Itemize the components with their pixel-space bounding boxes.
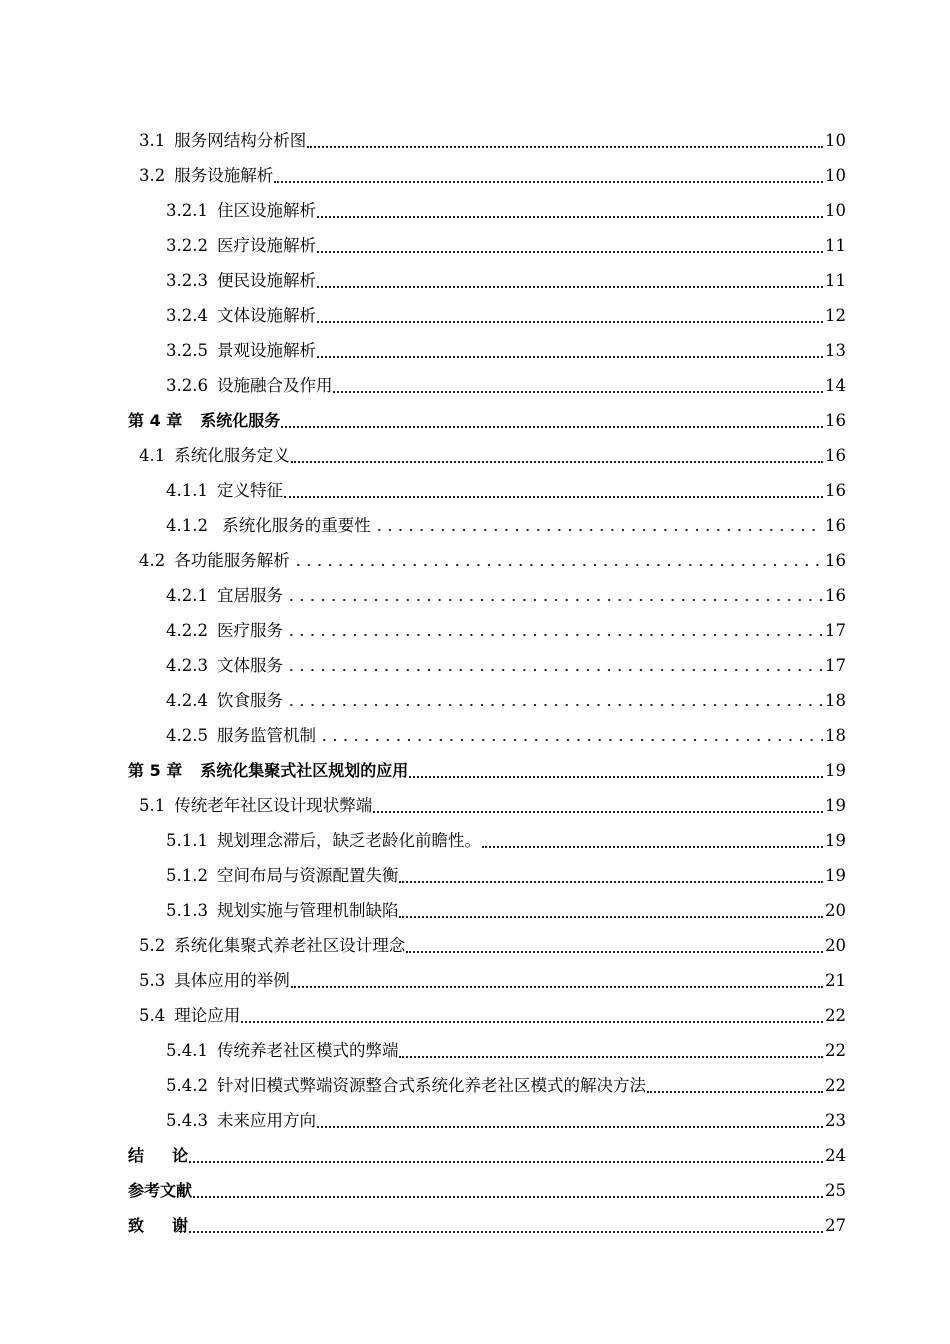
toc-entry-title: 具体应用的举例 [174, 971, 290, 990]
toc-entry-number: 3.2 [139, 166, 166, 185]
toc-entry-label [139, 998, 240, 1033]
toc-entry-5-1-2[interactable] [0, 858, 950, 893]
toc-entry-number: 4.2.4 [166, 691, 208, 710]
toc-page-number: 18 [825, 691, 846, 710]
toc-page-number: 12 [825, 306, 846, 325]
toc-entry-3-2-4[interactable] [0, 298, 950, 333]
toc-entry-title: 医疗服务 [216, 621, 283, 640]
dot-leader [284, 668, 823, 672]
dot-leader [399, 1055, 823, 1058]
toc-entry-number: 4.2.1 [166, 586, 208, 605]
toc-entry-4-2-5[interactable] [0, 718, 950, 753]
toc-entry-4-1-1[interactable] [0, 473, 950, 508]
toc-page-number: 13 [825, 341, 846, 360]
toc-page-number: 25 [825, 1181, 846, 1200]
toc-entry-4-2-4[interactable] [0, 683, 950, 718]
dot-leader [307, 145, 823, 148]
toc-entry-title: 系统化集聚式社区规划的应用 [200, 761, 409, 780]
toc-entry-label [166, 1033, 398, 1068]
toc-entry-number: 第 5 章 [128, 761, 183, 780]
toc-entry-3-2-5[interactable] [0, 333, 950, 368]
toc-entry-title: 宜居服务 [216, 586, 283, 605]
toc-entry-label [166, 333, 316, 368]
toc-entry-title: 住区设施解析 [216, 201, 316, 220]
dot-leader [291, 460, 823, 463]
toc-entry-label [166, 298, 316, 333]
toc-entry-title: 便民设施解析 [216, 271, 316, 290]
toc-page-number: 23 [825, 1111, 846, 1130]
toc-entry-title: 文体设施解析 [216, 306, 316, 325]
dot-leader [399, 915, 823, 918]
toc-entry-chapter-4[interactable] [0, 403, 950, 438]
toc-entry-title: 系统化服务定义 [174, 446, 290, 465]
toc-entry-number: 5.4 [139, 1006, 166, 1025]
dot-leader [372, 528, 823, 532]
dot-leader [284, 703, 823, 707]
toc-entry-label [166, 368, 332, 403]
toc-entry-number: 5.1.2 [166, 866, 208, 885]
dot-leader [274, 180, 823, 183]
toc-entry-title: 服务监管机制 [216, 726, 316, 745]
toc-entry-label [166, 893, 398, 928]
toc-entry-number: 4.2.3 [166, 656, 208, 675]
toc-entry-3-2-3[interactable] [0, 263, 950, 298]
toc-page-number: 19 [825, 761, 846, 780]
toc-entry-5-1-3[interactable] [0, 893, 950, 928]
dot-leader [317, 215, 823, 218]
dot-leader [482, 845, 823, 848]
toc-entry-4-2-1[interactable] [0, 578, 950, 613]
toc-entry-number: 4.1.1 [166, 481, 208, 500]
dot-leader [281, 425, 823, 428]
toc-page-number: 18 [825, 726, 846, 745]
toc-entry-label [166, 648, 283, 683]
dot-leader [284, 495, 823, 498]
toc-entry-number: 5.4.2 [166, 1076, 208, 1095]
toc-entry-title: 规划实施与管理机制缺陷 [216, 901, 399, 920]
toc-entry-title: 系统化服务的重要性 [216, 516, 371, 535]
toc-entry-number: 5.4.3 [166, 1111, 208, 1130]
toc-page-number: 22 [825, 1041, 846, 1060]
toc-entry-label [166, 683, 283, 718]
toc-entry-label [166, 1103, 316, 1138]
toc-entry-title: 传统老年社区设计现状弊端 [174, 796, 373, 815]
toc-entry-label [166, 613, 283, 648]
toc-entry-title: 理论应用 [174, 1006, 241, 1025]
toc-entry-title: 服务设施解析 [174, 166, 274, 185]
toc-entry-acknowledgements[interactable] [0, 1208, 950, 1243]
dot-leader [291, 985, 823, 988]
toc-entry-references[interactable] [0, 1173, 950, 1208]
dot-leader [373, 810, 823, 813]
toc-entry-title: 各功能服务解析 [174, 551, 290, 570]
dot-leader [241, 1020, 823, 1023]
toc-entry-title: 饮食服务 [216, 691, 283, 710]
toc-entry-3-2-1[interactable] [0, 193, 950, 228]
toc-entry-number: 4.2 [139, 551, 166, 570]
toc-page-number: 19 [825, 796, 846, 815]
toc-page-number: 11 [825, 236, 846, 255]
toc-entry-3-2-6[interactable] [0, 368, 950, 403]
dot-leader [409, 775, 823, 778]
dot-leader [317, 250, 823, 253]
toc-entry-title: 参考文献 [128, 1181, 193, 1200]
toc-page-number: 16 [825, 516, 846, 535]
toc-entry-number: 5.1 [139, 796, 166, 815]
toc-entry-label [166, 508, 371, 543]
toc-entry-label [139, 963, 290, 998]
toc-entry-label [128, 753, 408, 788]
toc-entry-title: 文体服务 [216, 656, 283, 675]
toc-entry-4-2-2[interactable] [0, 613, 950, 648]
toc-entry-5-4-2[interactable] [0, 1068, 950, 1103]
toc-entry-label [166, 263, 316, 298]
toc-entry-label [166, 718, 316, 753]
toc-page-number: 16 [825, 481, 846, 500]
toc-entry-number: 3.2.2 [166, 236, 208, 255]
toc-page-number: 20 [825, 936, 846, 955]
toc-page-number: 16 [825, 411, 846, 430]
toc-entry-number: 3.2.5 [166, 341, 208, 360]
toc-entry-number: 5.4.1 [166, 1041, 208, 1060]
toc-page-number: 27 [825, 1216, 846, 1235]
toc-entry-4-2[interactable] [0, 543, 950, 578]
dot-leader [317, 1125, 823, 1128]
toc-entry-title: 系统化集聚式养老社区设计理念 [174, 936, 406, 955]
toc-entry-4-2-3[interactable] [0, 648, 950, 683]
dot-leader [647, 1090, 823, 1093]
table-of-contents [0, 123, 950, 1243]
dot-leader [317, 320, 823, 323]
toc-entry-label [139, 123, 306, 158]
dot-leader [333, 390, 823, 393]
toc-page-number: 22 [825, 1006, 846, 1025]
dot-leader [284, 598, 823, 602]
toc-entry-number: 3.2.1 [166, 201, 208, 220]
toc-entry-number: 3.2.6 [166, 376, 208, 395]
toc-entry-3-2[interactable] [0, 158, 950, 193]
toc-page-number: 14 [825, 376, 846, 395]
toc-page-number: 22 [825, 1076, 846, 1095]
toc-entry-number: 3.1 [139, 131, 166, 150]
toc-page-number: 24 [825, 1146, 846, 1165]
toc-page-number: 16 [825, 551, 846, 570]
toc-entry-label [166, 193, 316, 228]
toc-entry-5-1-1[interactable] [0, 823, 950, 858]
toc-page-number: 16 [825, 586, 846, 605]
toc-entry-3-2-2[interactable] [0, 228, 950, 263]
dot-leader [193, 1195, 823, 1198]
dot-leader [399, 880, 823, 883]
toc-entry-label [166, 228, 316, 263]
toc-page-number: 20 [825, 901, 846, 920]
dot-leader [317, 285, 823, 288]
dot-leader [284, 633, 823, 637]
toc-entry-title: 规划理念滞后，缺乏老龄化前瞻性。 [216, 831, 481, 850]
toc-entry-4-1-2[interactable] [0, 508, 950, 543]
toc-entry-title: 设施融合及作用 [216, 376, 333, 395]
toc-page-number: 19 [825, 866, 846, 885]
toc-entry-conclusion[interactable] [0, 1138, 950, 1173]
toc-page-number: 10 [825, 131, 846, 150]
toc-entry-5-3[interactable] [0, 963, 950, 998]
toc-entry-title: 服务网结构分析图 [174, 131, 307, 150]
toc-entry-4-1[interactable] [0, 438, 950, 473]
toc-entry-label [139, 543, 290, 578]
toc-entry-label [139, 158, 273, 193]
toc-page-number: 17 [825, 656, 846, 675]
toc-entry-label [128, 403, 280, 438]
toc-entry-5-1[interactable] [0, 788, 950, 823]
toc-entry-label [166, 823, 481, 858]
toc-entry-number: 5.1.1 [166, 831, 208, 850]
toc-entry-number: 4.2.2 [166, 621, 208, 640]
toc-entry-title: 空间布局与资源配置失衡 [216, 866, 399, 885]
toc-entry-label [139, 788, 372, 823]
toc-page-number: 16 [825, 446, 846, 465]
toc-entry-label [166, 473, 283, 508]
dot-leader [291, 563, 823, 567]
toc-entry-label [166, 858, 398, 893]
toc-entry-number: 3.2.3 [166, 271, 208, 290]
toc-entry-number: 5.2 [139, 936, 166, 955]
toc-entry-number: 4.1 [139, 446, 166, 465]
toc-entry-number: 5.3 [139, 971, 166, 990]
toc-entry-label [139, 928, 405, 963]
toc-page-number: 11 [825, 271, 846, 290]
toc-entry-title: 医疗设施解析 [216, 236, 316, 255]
toc-entry-title: 针对旧模式弊端资源整合式系统化养老社区模式的解决方法 [216, 1076, 646, 1095]
toc-entry-title: 传统养老社区模式的弊端 [216, 1041, 399, 1060]
toc-entry-number: 5.1.3 [166, 901, 208, 920]
toc-entry-label [166, 578, 283, 613]
toc-entry-title: 系统化服务 [200, 411, 281, 430]
toc-entry-5-2[interactable] [0, 928, 950, 963]
dot-leader [189, 1160, 823, 1163]
toc-entry-number: 4.1.2 [166, 516, 208, 535]
dot-leader [189, 1230, 823, 1233]
toc-page-number: 10 [825, 201, 846, 220]
toc-entry-5-4-1[interactable] [0, 1033, 950, 1068]
toc-entry-number: 4.2.5 [166, 726, 208, 745]
toc-entry-title: 定义特征 [216, 481, 283, 500]
toc-entry-label [139, 438, 290, 473]
toc-entry-label [166, 1068, 646, 1103]
toc-entry-title: 结论 [128, 1146, 217, 1165]
toc-entry-5-4-3[interactable] [0, 1103, 950, 1138]
dot-leader [406, 950, 823, 953]
toc-entry-title: 未来应用方向 [216, 1111, 316, 1130]
toc-page-number: 17 [825, 621, 846, 640]
toc-page-number: 10 [825, 166, 846, 185]
toc-entry-title: 致谢 [128, 1216, 217, 1235]
toc-entry-5-4[interactable] [0, 998, 950, 1033]
dot-leader [317, 355, 823, 358]
toc-page-number: 21 [825, 971, 846, 990]
toc-entry-number: 3.2.4 [166, 306, 208, 325]
toc-entry-3-1[interactable] [0, 123, 950, 158]
toc-page-number: 19 [825, 831, 846, 850]
toc-entry-title: 景观设施解析 [216, 341, 316, 360]
toc-entry-chapter-5[interactable] [0, 753, 950, 788]
dot-leader [317, 738, 823, 742]
toc-entry-number: 第 4 章 [128, 411, 183, 430]
